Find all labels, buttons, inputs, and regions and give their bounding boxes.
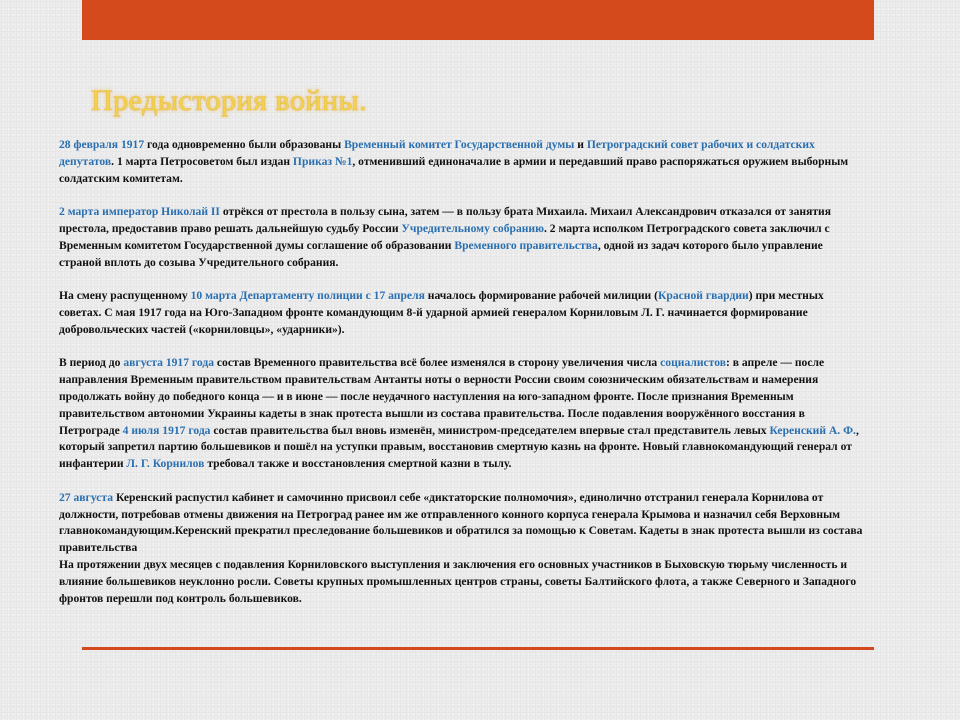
text-run: ) при местных советах. С мая 1917 года на Юго-Западном фронте командующим 8-й ударной армией генералом Корниловым Л. Г. начинается формирование добровольческих частей («корниловцы», «ударники»). <box>59 289 824 336</box>
hyperlink[interactable]: августа 1917 года <box>123 356 215 370</box>
hyperlink[interactable]: 27 августа <box>59 490 114 504</box>
hyperlink[interactable]: 10 марта Департаменту полиции с 17 апреля <box>190 289 425 303</box>
hyperlink[interactable]: Керенский А. Ф. <box>769 423 856 437</box>
text-run: , который запретил партию большевиков и пошёл на уступки правым, восстановив смертную казнь на фронте. Новый главнокомандующий генерал от инфантерии <box>59 423 859 471</box>
hyperlink[interactable]: социалистов <box>660 356 726 370</box>
paragraph-6 <box>59 557 864 607</box>
text-run: отрёкся от престола в пользу сына, затем — в пользу брата Михаила. Михаил Александрович отказался от занятия престола, предоставив право решать дальнейшую судьбу России <box>59 205 831 235</box>
text-run: , отменивший единоначалие в армии и передавший право распоряжаться оружием выборным солдатским комитетам. <box>59 154 849 185</box>
paragraph-5 <box>59 490 864 557</box>
hyperlink[interactable]: Приказ №1 <box>292 154 353 168</box>
hyperlink[interactable]: Временный комитет Государственной думы <box>344 138 575 151</box>
hyperlink[interactable]: Учредительному собранию <box>401 221 544 235</box>
hyperlink[interactable]: 28 февраля 1917 <box>59 138 145 151</box>
paragraph-1 <box>59 137 864 187</box>
hyperlink[interactable]: Л. Г. Корнилов <box>126 457 205 471</box>
text-run: В период до <box>59 356 124 370</box>
bottom-accent-rule <box>82 647 874 650</box>
text-run: На протяжении двух месяцев с подавления Корниловского выступления и заключения его основных участников в Быховскую тюрьму численность и влияние большевиков неуклонно росли. Советы крупных промышленных центров страны, советы Балтийского флота, а также Северного и Западного фронтов перешли под контроль большевиков. <box>59 557 857 605</box>
text-run: состав правительства был вновь изменён, министром-председателем впервые стал представитель левых <box>210 423 770 437</box>
text-run: состав Временного правительства всё более изменялся в сторону увеличения числа <box>214 356 661 370</box>
text-run: началось формирование рабочей милиции ( <box>424 289 658 303</box>
text-run: . 1 марта Петросоветом был издан <box>111 154 293 168</box>
text-run: Керенский распустил кабинет и самочинно присвоил себе «диктаторские полномочия», единолично отстранил генерала Корнилова от должности, потребовав отмены движения на Петроград ранее им же отправленного конного корпуса генерала Крымова и назначил себя Верховным главнокомандующим.Керенский прекратил преследование большевиков и обратился за помощью к Советам. Кадеты в знак протеста вышли из состава правительства <box>59 490 863 555</box>
top-accent-bar <box>82 0 874 40</box>
text-run: , одной из задач которого было управление страной вплоть до созыва Учредительного собрания. <box>59 238 823 269</box>
paragraph-3 <box>59 288 864 338</box>
hyperlink[interactable]: Временного правительства <box>454 238 598 252</box>
hyperlink[interactable]: 2 марта император Николай II <box>59 205 220 219</box>
text-run: и <box>574 138 587 151</box>
paragraph-4 <box>59 355 864 473</box>
text-run: . 2 марта исполком Петроградского совета заключил с Временным комитетом Государственной думы соглашение об образовании <box>59 221 830 252</box>
text-run: : в апреле — после направления Временным правительством правительствам Антанты ноты о верности России своим союзническим обязательствам и намерения продолжать войну до победного конца — и в июне — после неудачного наступления на юго-западном фронте. После признания Временным правительством автономии Украины кадеты в знак протеста вышли из состава правительства. После подавления вооружённого восстания в Петрограде <box>59 356 825 437</box>
text-run: требовал также и восстановления смертной казни в тылу. <box>204 457 512 471</box>
text-run: года одновременно были образованы <box>144 138 345 151</box>
text-run: На смену распущенному <box>59 289 191 303</box>
paragraph-2 <box>59 204 864 271</box>
hyperlink[interactable]: Петроградский совет рабочих и солдатских депутатов <box>59 138 815 168</box>
slide-title: Предыстория войны. <box>91 84 368 117</box>
hyperlink[interactable]: 4 июля 1917 года <box>122 423 211 437</box>
hyperlink[interactable]: Красной гвардии <box>657 289 749 303</box>
slide-body <box>59 137 864 624</box>
